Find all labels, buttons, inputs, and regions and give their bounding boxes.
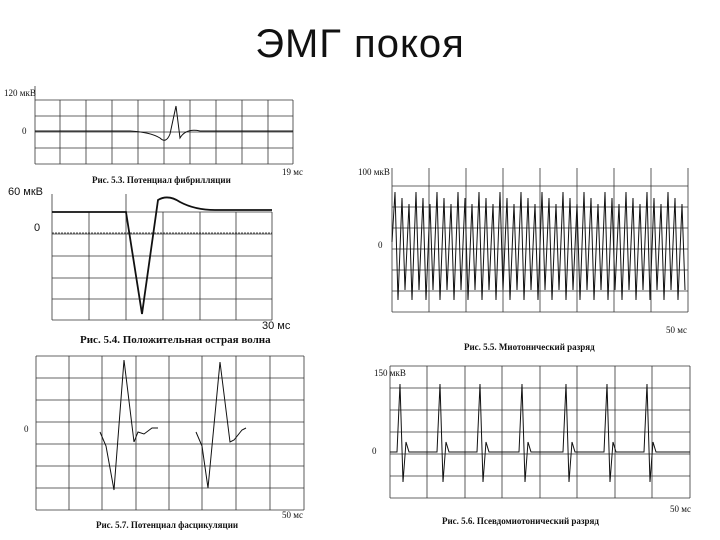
time-label: 50 мс bbox=[666, 325, 687, 335]
scale-label: 100 мкВ bbox=[358, 167, 390, 177]
zero-label: 0 bbox=[372, 446, 377, 456]
pseudomyotonic-figure bbox=[360, 362, 720, 540]
myotonic-trace-grid bbox=[352, 162, 720, 358]
time-label: 19 мс bbox=[282, 167, 303, 177]
scale-label: 60 мкВ bbox=[8, 186, 44, 198]
figure-caption: Рис. 5.4. Положительная острая волна bbox=[80, 334, 271, 346]
fibrillation-figure bbox=[0, 80, 303, 185]
myotonic-figure bbox=[352, 162, 720, 358]
fasciculation-trace-grid bbox=[0, 350, 320, 540]
scale-label: 120 мкВ bbox=[4, 88, 36, 98]
figure-caption: Рис. 5.5. Миотонический разряд bbox=[464, 342, 595, 352]
zero-label: 0 bbox=[22, 126, 27, 136]
figure-caption: Рис. 5.7. Потенциал фасцикуляции bbox=[96, 520, 239, 530]
time-label: 30 мс bbox=[262, 320, 291, 332]
positive-wave-trace-grid bbox=[0, 186, 300, 346]
figure-caption: Рис. 5.6. Псевдомиотонический разряд bbox=[442, 516, 599, 526]
time-label: 50 мс bbox=[670, 504, 691, 514]
pseudomyotonic-trace-grid bbox=[360, 362, 720, 540]
time-label: 50 мс bbox=[282, 510, 303, 520]
positive-wave-figure bbox=[0, 186, 300, 346]
zero-label: 0 bbox=[34, 222, 41, 234]
zero-label: 0 bbox=[378, 240, 383, 250]
slide-title: ЭМГ покоя bbox=[255, 22, 465, 66]
fasciculation-figure bbox=[0, 350, 320, 540]
scale-label: 150 мкВ bbox=[374, 368, 406, 378]
fibrillation-trace-grid bbox=[0, 80, 300, 185]
zero-label: 0 bbox=[24, 424, 29, 434]
figure-caption: Рис. 5.3. Потенциал фибрилляции bbox=[92, 175, 231, 185]
